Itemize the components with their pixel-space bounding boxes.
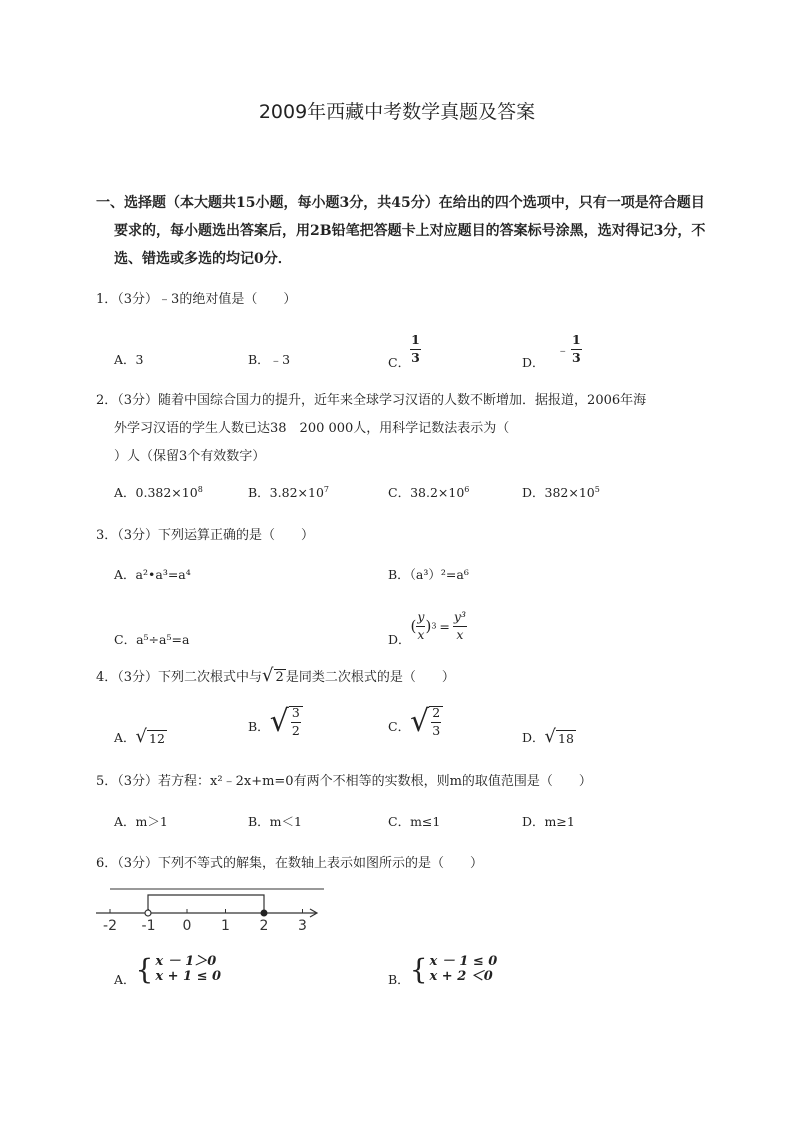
number-line-figure [94, 885, 324, 935]
q1-option-b: B．﹣3 [248, 352, 291, 367]
q4-stem-radical: √ 2 [262, 665, 284, 686]
q5-option-c: C．m≤1 [388, 814, 441, 829]
q3-option-d: D．( $\frac{y}{x}$ )3 = $\frac{\text{y³}}{x}$ [388, 609, 466, 647]
question-2-line1: 2．（3分）随着中国综合国力的提升，近年来全球学习汉语的人数不断增加．据报道，2006年海 [96, 393, 647, 408]
section-heading-line2: 要求的，每小题选出答案后，用2B铅笔把答题卡上对应题目的答案标号涂黑，选对得记3分，不 [114, 223, 706, 239]
q1-c-fraction: $\frac{1}{3}$ [411, 332, 420, 365]
q1-c-label: C． [388, 355, 411, 370]
solution-bracket [148, 895, 264, 913]
q1-d-label: D． [522, 355, 545, 370]
question-2-line3: ）人（保留3个有效数字） [114, 449, 266, 464]
question-1-stem: 1．（3分）﹣3的绝对值是（ ） [96, 292, 297, 307]
closed-endpoint-2 [261, 910, 267, 916]
section-heading-line1: 一、选择题（本大题共15小题，每小题3分，共45分）在给出的四个选项中，只有一项是符合题目 [96, 195, 705, 211]
q2-option-c: C．$38.2\times 10^6$ [388, 484, 470, 500]
tick-label: -1 [141, 918, 156, 934]
question-5-stem: 5．（3分）若方程：x²﹣2x+m=0有两个不相等的实数根，则m的取值范围是（ ） [96, 774, 592, 789]
q3-option-a: A．a²•a³=a⁴ [114, 567, 191, 582]
question-6-stem: 6．（3分）下列不等式的解集，在数轴上表示如图所示的是（ ） [96, 856, 484, 871]
open-endpoint-minus-1 [145, 910, 151, 916]
page-title: 2009年西藏中考数学真题及答案 [258, 101, 536, 123]
q1-option-a: A．3 [114, 352, 144, 367]
tick-label: 3 [298, 918, 307, 934]
q1-d-sign: ﹣ [556, 342, 570, 357]
q2-option-a: A．$0.382\times 10^8$ [114, 484, 203, 500]
tick-label: 1 [221, 918, 230, 934]
q4-option-c: C． √ $\frac{2}{3}$ [388, 706, 443, 737]
question-2-line2: 外学习汉语的学生人数已达38 200 000人，用科学记数法表示为（ [114, 421, 510, 436]
q5-option-a: A．m＞1 [114, 814, 168, 829]
q3-d-right-fraction: $\frac{\text{y³}}{x}$ [453, 609, 466, 642]
q5-option-d: D．m≥1 [522, 814, 575, 829]
q6-option-a: A． { x － 1＞0 x + 1 ≤ 0 [114, 953, 222, 987]
q3-option-c: C．a⁵÷a⁵=a [114, 632, 190, 647]
q2-option-b: B．$3.82\times 10^7$ [248, 484, 329, 500]
q6-option-b: B． { x － 1 ≤ 0 x + 2 ＜0 [388, 953, 498, 987]
question-4-stem: 4．（3分）下列二次根式中与 √ 2 是同类二次根式的是（ ） [96, 665, 455, 686]
q2-option-d: D．$382\times 10^5$ [522, 484, 600, 500]
q3-option-b: B．（a³）²=a⁶ [388, 567, 469, 582]
section-heading-line3: 选、错选或多选的均记0分． [114, 251, 292, 267]
question-3-stem: 3．（3分）下列运算正确的是（ ） [96, 528, 315, 543]
q4-option-b: B． √ $\frac{3}{2}$ [248, 706, 303, 737]
q1-option-c [388, 327, 421, 371]
q5-option-b: B．m＜1 [248, 814, 302, 829]
q3-d-left-fraction: $\frac{y}{x}$ [417, 609, 425, 642]
q4-option-d: D． √ 18 [522, 726, 574, 747]
tick-label: 0 [182, 918, 192, 934]
q1-d-fraction: $\frac{1}{3}$ [572, 332, 581, 365]
q1-option-d [522, 327, 582, 371]
tick-label: -2 [103, 918, 117, 934]
tick-label: 2 [259, 918, 269, 934]
q4-option-a: A． √ 12 [114, 726, 165, 747]
